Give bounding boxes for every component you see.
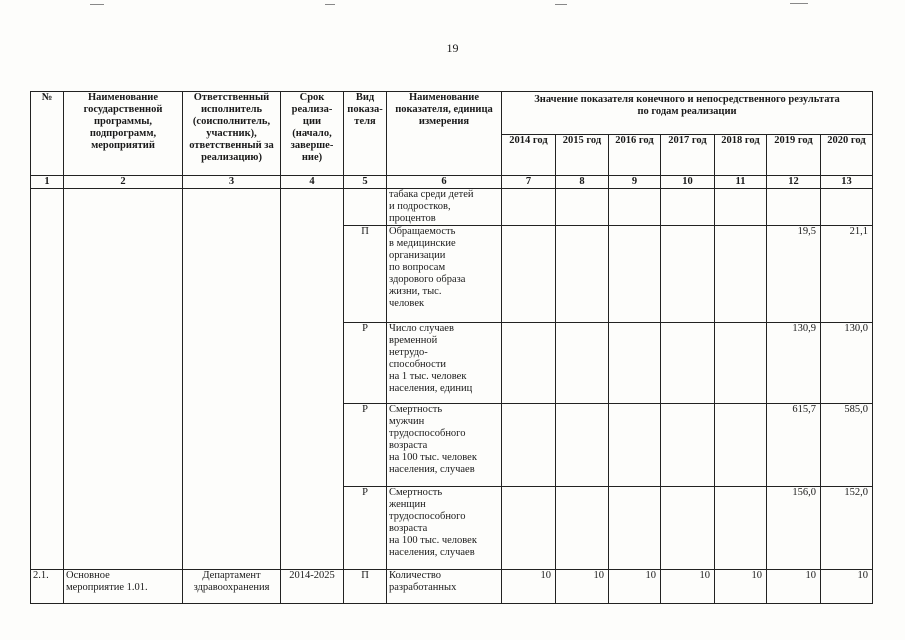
column-number: 11 [715,176,767,189]
cell-value [661,189,715,226]
column-number: 3 [183,176,281,189]
column-number: 5 [344,176,387,189]
cell-value: 10 [609,570,661,604]
scan-artifact [325,4,335,5]
header-executor: Ответственный исполнитель (соисполнитель, участник), ответственный за реализацию) [183,92,281,176]
cell-value [661,226,715,323]
scan-artifact [790,3,808,4]
cell-value [502,404,556,487]
column-number: 8 [556,176,609,189]
cell-value: 130,0 [821,323,873,404]
cell-value [556,487,609,570]
cell-value: 10 [821,570,873,604]
cell-indicator: Обращаемость в медицинские организации по вопросам здорового образа жизни, тыс. человек [387,226,502,323]
header-year: 2020 год [821,135,873,176]
cell-value [609,487,661,570]
cell-value [556,189,609,226]
cell-indicator: табака среди детей и подростков, процентов [387,189,502,226]
cell-value [502,487,556,570]
header-indicator: Наименование показателя, единица измерения [387,92,502,176]
header-year: 2019 год [767,135,821,176]
cell-executor: Департамент здравоохранения [183,570,281,604]
cell-program: Основное мероприятие 1.01. [64,570,183,604]
cell-value [502,189,556,226]
cell-value: 10 [661,570,715,604]
indicators-table [30,91,873,604]
cell-indicator: Смертность мужчин трудоспособного возраста на 100 тыс. человек населения, случаев [387,404,502,487]
cell-value [609,226,661,323]
cell-value [821,189,873,226]
cell-value [609,323,661,404]
page-number: 19 [446,41,459,55]
column-number-row [31,176,873,189]
scan-artifact [555,4,567,5]
cell-program [64,189,183,570]
cell-value [715,189,767,226]
cell-no: 2.1. [31,570,64,604]
cell-indicator: Количество разработанных [387,570,502,604]
cell-value: 10 [502,570,556,604]
header-values: Значение показателя конечного и непосредственного результата по годам реализации [502,92,873,135]
column-number: 9 [609,176,661,189]
cell-value [715,226,767,323]
cell-value: 19,5 [767,226,821,323]
cell-value [661,487,715,570]
cell-period [281,189,344,570]
cell-value [661,323,715,404]
cell-type: П [344,226,387,323]
cell-period: 2014-2025 [281,570,344,604]
cell-value: 21,1 [821,226,873,323]
header-no: № [31,92,64,176]
cell-indicator: Число случаев временной нетрудо- способности на 1 тыс. человек населения, единиц [387,323,502,404]
column-number: 10 [661,176,715,189]
header-period: Срок реализа-ции (начало, заверше-ние) [281,92,344,176]
cell-value [502,226,556,323]
cell-value [609,189,661,226]
cell-value: 10 [715,570,767,604]
header-year: 2016 год [609,135,661,176]
cell-value [715,404,767,487]
cell-type [344,189,387,226]
header-year: 2014 год [502,135,556,176]
cell-value [767,189,821,226]
cell-value: 585,0 [821,404,873,487]
cell-value: 615,7 [767,404,821,487]
header-year: 2017 год [661,135,715,176]
cell-executor [183,189,281,570]
cell-value: 152,0 [821,487,873,570]
header-year: 2018 год [715,135,767,176]
cell-value [715,323,767,404]
column-number: 6 [387,176,502,189]
cell-value [609,404,661,487]
table-row [31,570,873,604]
cell-value: 10 [556,570,609,604]
cell-value [715,487,767,570]
header-program: Наименование государственной программы, подпрограмм, мероприятий [64,92,183,176]
cell-value [556,323,609,404]
column-number: 13 [821,176,873,189]
column-number: 1 [31,176,64,189]
header-type: Вид показа-теля [344,92,387,176]
cell-value [502,323,556,404]
column-number: 4 [281,176,344,189]
header-year: 2015 год [556,135,609,176]
cell-type: П [344,570,387,604]
cell-type: Р [344,323,387,404]
cell-value: 10 [767,570,821,604]
cell-value [556,404,609,487]
header-row [31,92,873,135]
cell-type: Р [344,404,387,487]
cell-value [661,404,715,487]
table-row [31,189,873,226]
cell-value: 130,9 [767,323,821,404]
cell-no [31,189,64,570]
column-number: 2 [64,176,183,189]
cell-type: Р [344,487,387,570]
scan-artifact [90,4,104,5]
column-number: 12 [767,176,821,189]
cell-value: 156,0 [767,487,821,570]
cell-value [556,226,609,323]
column-number: 7 [502,176,556,189]
cell-indicator: Смертность женщин трудоспособного возраста на 100 тыс. человек населения, случаев [387,487,502,570]
